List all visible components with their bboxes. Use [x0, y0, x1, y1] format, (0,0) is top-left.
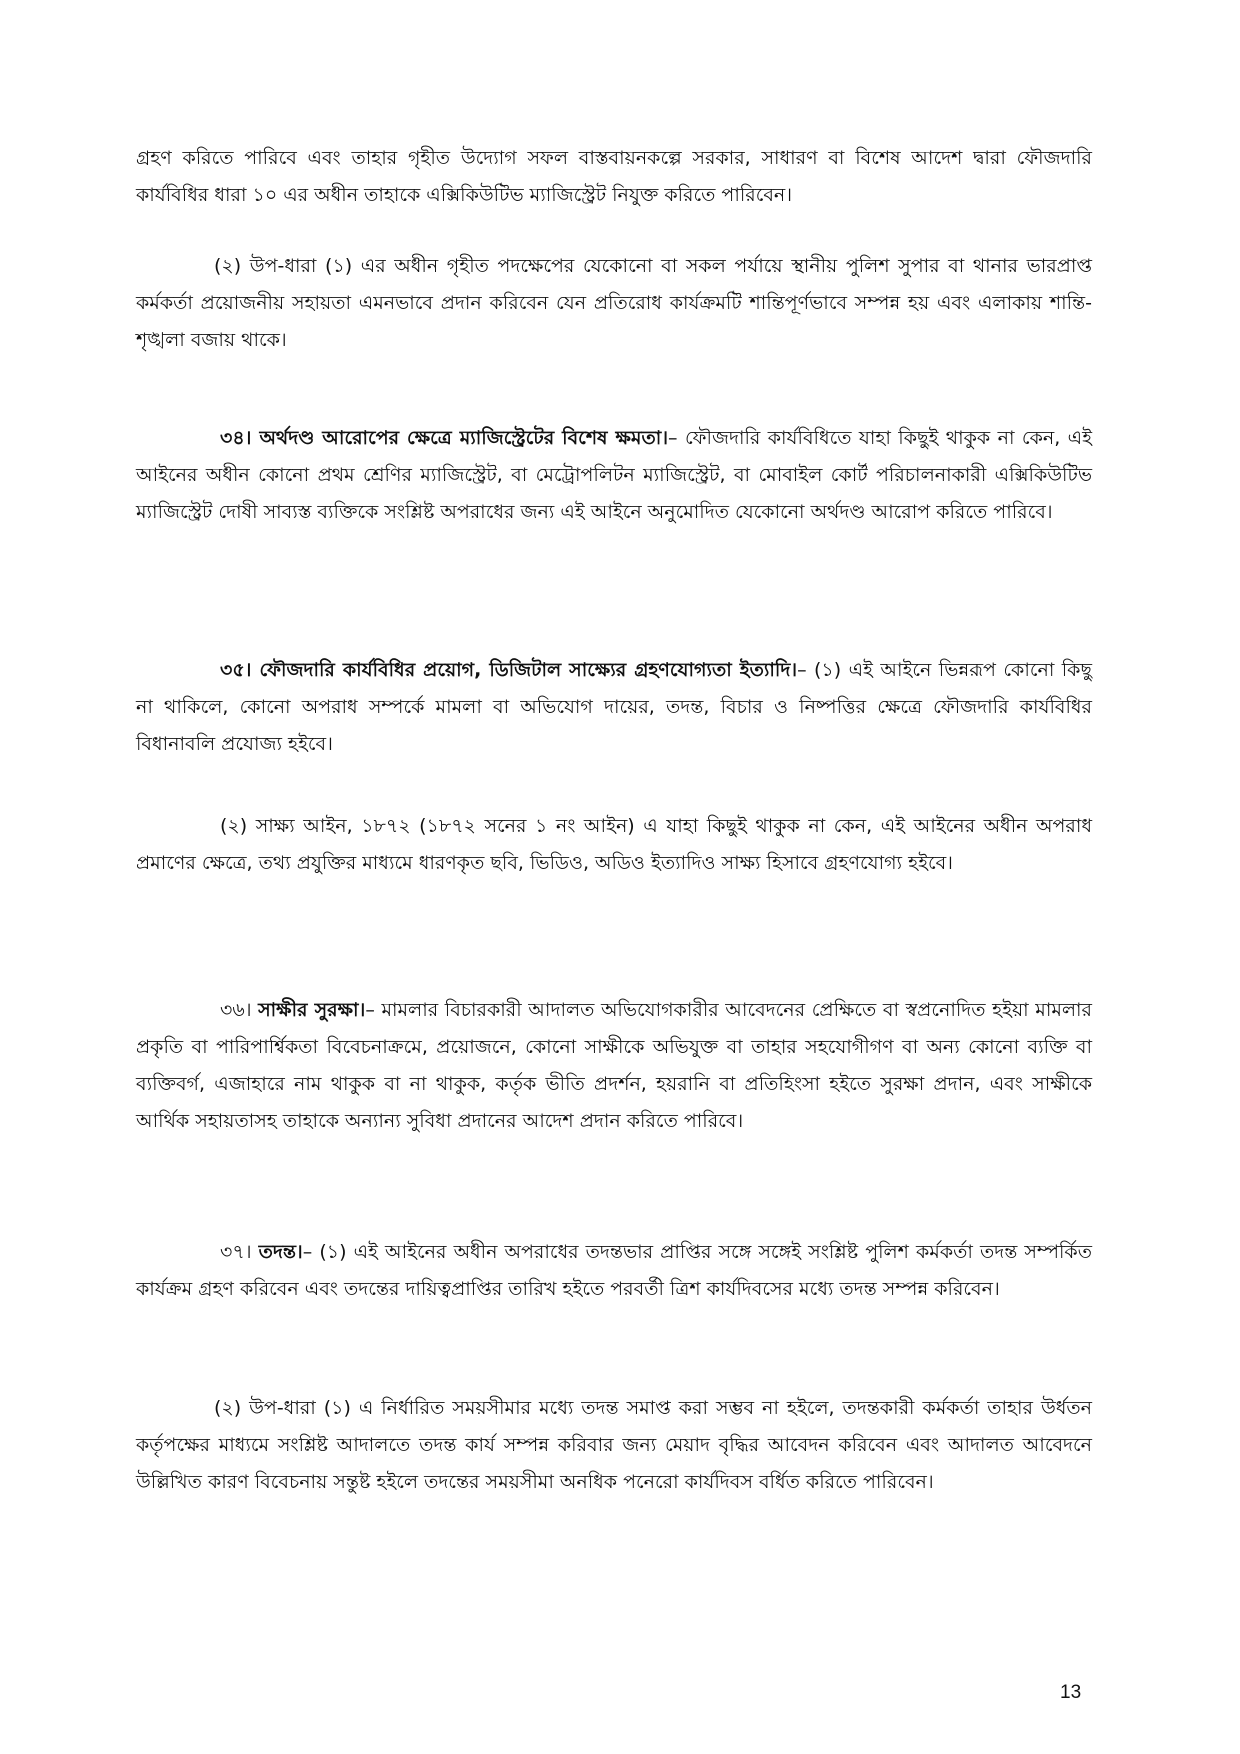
section-34-body: – ফৌজদারি কার্যবিধিতে যাহা কিছুই থাকুক না কেন, এই আইনের অধীন কোনো প্রথম শ্রেণির ম্যাজিস্ট্রেট, বা মেট্রোপলিটন ম্যাজিস্ট্রেট, বা মোবাইল কোর্ট পরিচালনাকারী এক্সিকিউটিভ ম্যাজিস্ট্রেট দোষী সাব্যস্ত ব্যক্তিকে সংশ্লিষ্ট অপরাধের জন্য এই আইনে অনুমোদিত যেকোনো অর্থদণ্ড আরোপ করিতে পারিবে। [136, 427, 1092, 523]
section-35-heading: ৩৫। ফৌজদারি কার্যবিধির প্রয়োগ, ডিজিটাল সাক্ষ্যের গ্রহণযোগ্যতা ইত্যাদি। [220, 659, 798, 681]
paragraph-37-2: (২) উপ-ধারা (১) এ নির্ধারিত সময়সীমার মধ্যে তদন্ত সমাপ্ত করা সম্ভব না হইলে, তদন্তকারী কর্মকর্তা তাহার উর্ধতন কর্তৃপক্ষের মাধ্যমে সংশ্লিষ্ট আদালতে তদন্ত কার্য সম্পন্ন করিবার জন্য মেয়াদ বৃদ্ধির আবেদন করিবেন এবং আদালত আবেদনে উল্লিখিত কারণ বিবেচনায় সন্তুষ্ট হইলে তদন্তের সময়সীমা অনধিক পনেরো কার্যদিবস বর্ধিত করিতে পারিবেন। [136, 1397, 1092, 1493]
section-37-body: – (১) এই আইনের অধীন অপরাধের তদন্তভার প্রাপ্তির সঙ্গে সঙ্গেই সংশ্লিষ্ট পুলিশ কর্মকর্তা তদন্ত সম্পর্কিত কার্যক্রম গ্রহণ করিবেন এবং তদন্তের দায়িত্বপ্রাপ্তির তারিখ হইতে পরবর্তী ত্রিশ কার্যদিবসের মধ্যে তদন্ত সম্পন্ন করিবেন। [136, 1241, 1092, 1300]
section-37 [136, 1234, 1092, 1308]
section-36-number: ৩৬। [220, 999, 259, 1021]
section-36-body: – মামলার বিচারকারী আদালত অভিযোগকারীর আবেদনের প্রেক্ষিতে বা স্বপ্রনোদিত হইয়া মামলার প্রকৃতি বা পারিপার্শ্বিকতা বিবেচনাক্রমে, প্রয়োজনে, কোনো সাক্ষীকে অভিযুক্ত বা তাহার সহযোগীগণ বা অন্য কোনো ব্যক্তি বা ব্যক্তিবর্গ, এজাহারে নাম থাকুক বা না থাকুক, কর্তৃক ভীতি প্রদর্শন, হয়রানি বা প্রতিহিংসা হইতে সুরক্ষা প্রদান, এবং সাক্ষীকে আর্থিক সহায়তাসহ তাহাকে অন্যান্য সুবিধা প্রদানের আদেশ প্রদান করিতে পারিবে। [136, 999, 1093, 1132]
section-36-heading: সাক্ষীর সুরক্ষা। [258, 999, 366, 1021]
section-37-heading: তদন্ত। [258, 1241, 303, 1263]
section-37-number: ৩৭। [220, 1241, 259, 1263]
section-35-body: – (১) এই আইনে ভিন্নরূপ কোনো কিছু না থাকিলে, কোনো অপরাধ সম্পর্কে মামলা বা অভিযোগ দায়ের, তদন্ত, বিচার ও নিষ্পত্তির ক্ষেত্রে ফৌজদারি কার্যবিধির বিধানাবলি প্রযোজ্য হইবে। [136, 659, 1092, 755]
section-34 [136, 420, 1092, 531]
page-number: 13 [1060, 1682, 1082, 1703]
paragraph-33-2: (২) উপ-ধারা (১) এর অধীন গৃহীত পদক্ষেপের যেকোনো বা সকল পর্যায়ে স্থানীয় পুলিশ সুপার বা থানার ভারপ্রাপ্ত কর্মকর্তা প্রয়োজনীয় সহায়তা এমনভাবে প্রদান করিবেন যেন প্রতিরোধ কার্যক্রমটি শান্তিপূর্ণভাবে সম্পন্ন হয় এবং এলাকায় শান্তি-শৃঙ্খলা বজায় থাকে। [136, 255, 1092, 351]
section-36 [136, 992, 1092, 1140]
paragraph-intro: গ্রহণ করিতে পারিবে এবং তাহার গৃহীত উদ্যোগ সফল বাস্তবায়নকল্পে সরকার, সাধারণ বা বিশেষ আদেশ দ্বারা ফৌজদারি কার্যবিধির ধারা ১০ এর অধীন তাহাকে এক্সিকিউটিভ ম্যাজিস্ট্রেট নিযুক্ত করিতে পারিবেন। [136, 147, 1092, 206]
section-35 [136, 652, 1092, 763]
section-34-heading: ৩৪। অর্থদণ্ড আরোপের ক্ষেত্রে ম্যাজিস্ট্রেটের বিশেষ ক্ষমতা। [220, 427, 669, 449]
paragraph-35-2: (২) সাক্ষ্য আইন, ১৮৭২ (১৮৭২ সনের ১ নং আইন) এ যাহা কিছুই থাকুক না কেন, এই আইনের অধীন অপরাধ প্রমাণের ক্ষেত্রে, তথ্য প্রযুক্তির মাধ্যমে ধারণকৃত ছবি, ভিডিও, অডিও ইত্যাদিও সাক্ষ্য হিসাবে গ্রহণযোগ্য হইবে। [136, 815, 1092, 874]
